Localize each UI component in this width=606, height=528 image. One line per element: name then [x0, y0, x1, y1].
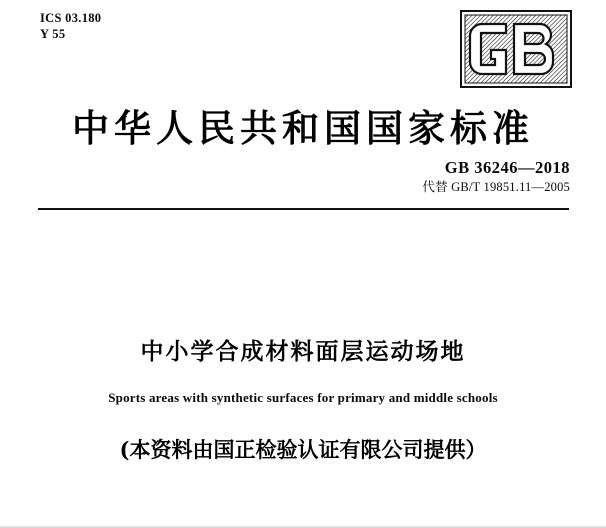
- document-english-title: Sports areas with synthetic surfaces for primary and middle schools: [108, 390, 498, 405]
- national-standard-title: 中华人民共和国国家标准: [72, 106, 534, 150]
- cover-header: [40, 10, 572, 105]
- ics-line: ICS 03.180: [40, 11, 102, 25]
- classification-line: Y 55: [40, 27, 66, 41]
- standard-number: GB 36246—2018: [444, 158, 570, 177]
- provider-note: (本资料由国正检验认证有限公司提供）: [119, 437, 487, 462]
- header-divider: [38, 208, 569, 210]
- gb-logo-icon: [460, 10, 572, 88]
- standard-number-block: [422, 158, 570, 197]
- ics-classification-block: [40, 10, 101, 42]
- replaces-line: 代替 GB/T 19851.11—2005: [422, 180, 570, 194]
- document-chinese-title: 中小学合成材料面层运动场地: [140, 338, 466, 365]
